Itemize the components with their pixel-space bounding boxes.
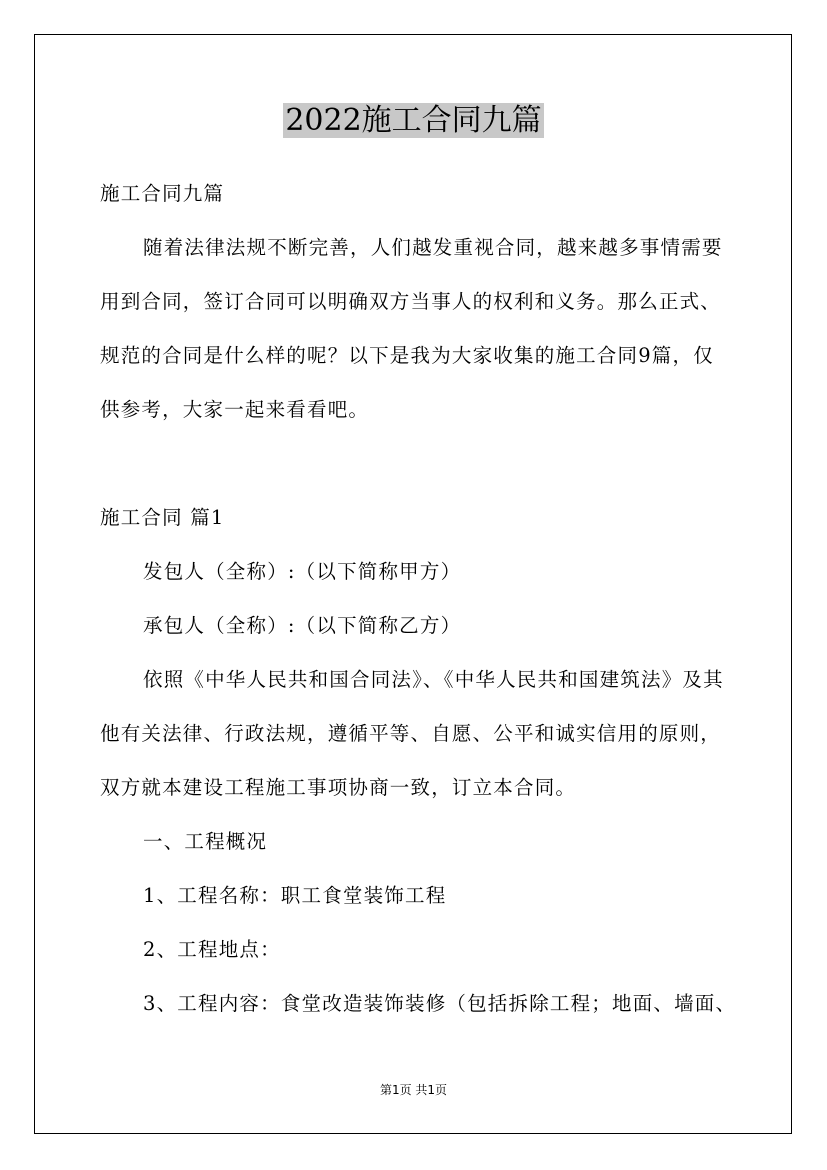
basis-line-1: 依照《中华人民共和国合同法》、《中华人民共和国建筑法》及其	[143, 668, 724, 691]
intro-line-1: 随着法律法规不断完善，人们越发重视合同，越来越多事情需要	[143, 236, 723, 259]
section-heading: 施工合同 篇1	[100, 506, 225, 529]
intro-line-3: 规范的合同是什么样的呢？以下是我为大家收集的施工合同9篇，仅	[100, 344, 714, 367]
party-b-line: 承包人（全称）:（以下简称乙方）	[143, 614, 462, 637]
basis-line-3: 双方就本建设工程施工事项协商一致，订立本合同。	[100, 776, 577, 799]
clause-heading: 一、工程概况	[143, 830, 268, 853]
intro-line-4: 供参考，大家一起来看看吧。	[100, 398, 370, 421]
item-line-2: 2、工程地点：	[143, 938, 281, 961]
intro-line-2: 用到合同，签订合同可以明确双方当事人的权利和义务。那么正式、	[100, 290, 722, 313]
document-subtitle: 施工合同九篇	[100, 182, 225, 205]
page-footer: 第1页 共1页	[379, 1083, 448, 1097]
document-title-text: 2022施工合同九篇	[285, 103, 542, 138]
party-a-line: 发包人（全称）:（以下简称甲方）	[143, 560, 462, 583]
item-line-3: 3、工程内容：食堂改造装饰装修（包括拆除工程；地面、墙面、	[143, 992, 737, 1015]
document-title	[0, 98, 827, 144]
item-line-1: 1、工程名称：职工食堂装饰工程	[143, 884, 447, 907]
basis-line-2: 他有关法律、行政法规，遵循平等、自愿、公平和诚实信用的原则，	[100, 722, 722, 745]
